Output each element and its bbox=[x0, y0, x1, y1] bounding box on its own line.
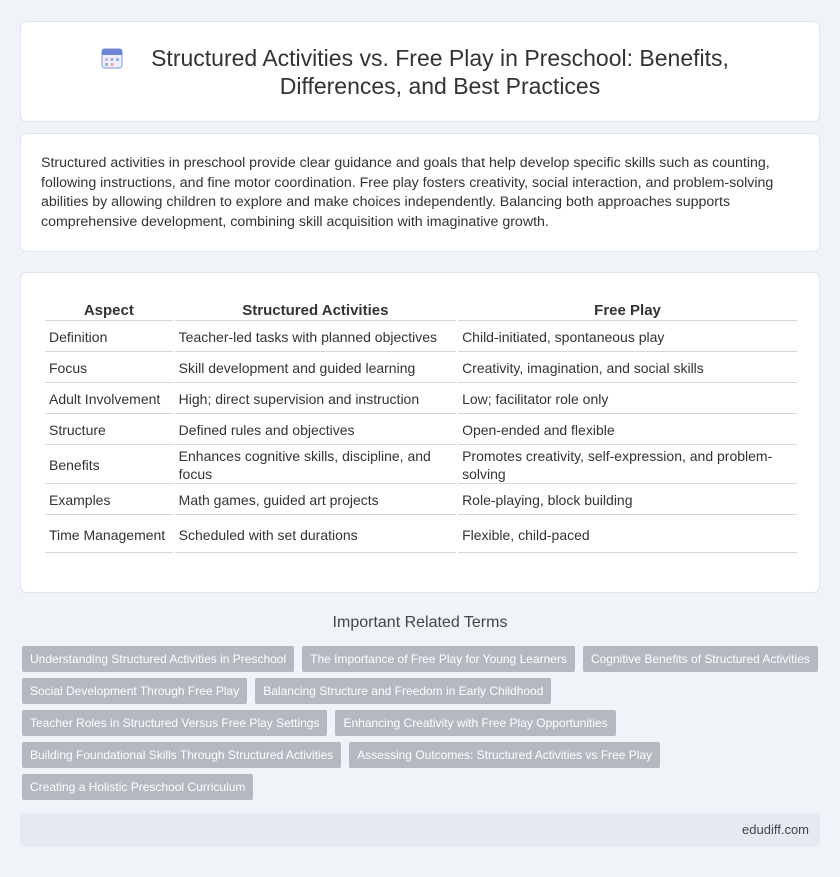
table-cell: Creativity, imagination, and social skills bbox=[458, 354, 797, 383]
table-cell: Math games, guided art projects bbox=[175, 486, 456, 515]
table-cell: Skill development and guided learning bbox=[175, 354, 456, 383]
table-row bbox=[45, 447, 797, 484]
table-cell: Promotes creativity, self-expression, and problem-solving bbox=[458, 447, 797, 484]
table-cell: Definition bbox=[45, 323, 173, 352]
header-free-play: Free Play bbox=[458, 296, 797, 321]
related-term-tag[interactable]: Teacher Roles in Structured Versus Free Play Settings bbox=[22, 710, 327, 736]
intro-paragraph: Structured activities in preschool provide clear guidance and goals that help develop specific skills such as counting, following instructions, and fine motor coordination. Free play fosters creativity, social interaction, and problem-solving abilities by allowing children to explore and make choices independently. Balancing both approaches supports comprehensive development, combining skill acquisition with imaginative growth. bbox=[41, 155, 774, 230]
table-header-row bbox=[45, 296, 797, 321]
table-cell: Benefits bbox=[45, 447, 173, 484]
related-term-tag[interactable]: Enhancing Creativity with Free Play Opportunities bbox=[335, 710, 615, 736]
footer bbox=[20, 813, 820, 847]
table-cell: High; direct supervision and instruction bbox=[175, 385, 456, 414]
related-term-tag[interactable]: Building Foundational Skills Through Structured Activities bbox=[22, 742, 341, 768]
table-cell: Teacher-led tasks with planned objectives bbox=[175, 323, 456, 352]
table-cell: Child-initiated, spontaneous play bbox=[458, 323, 797, 352]
footer-site-link[interactable]: edudiff.com bbox=[742, 822, 809, 837]
table-cell: Defined rules and objectives bbox=[175, 416, 456, 445]
header-structured: Structured Activities bbox=[175, 296, 456, 321]
table-cell: Time Management bbox=[45, 517, 173, 553]
related-term-tag[interactable]: Creating a Holistic Preschool Curriculum bbox=[22, 774, 253, 800]
table-row bbox=[45, 354, 797, 383]
related-term-tag[interactable]: Assessing Outcomes: Structured Activities vs Free Play bbox=[349, 742, 660, 768]
page-title: Structured Activities vs. Free Play in Preschool: Benefits, Differences, and Best Practices bbox=[151, 44, 729, 99]
related-term-tag[interactable]: Understanding Structured Activities in Preschool bbox=[22, 646, 294, 672]
table-cell: Focus bbox=[45, 354, 173, 383]
comparison-table bbox=[43, 294, 799, 555]
table-cell: Role-playing, block building bbox=[458, 486, 797, 515]
table-cell: Enhances cognitive skills, discipline, and focus bbox=[175, 447, 456, 484]
table-row bbox=[45, 385, 797, 414]
related-term-tag[interactable]: Social Development Through Free Play bbox=[22, 678, 247, 704]
table-row bbox=[45, 486, 797, 515]
table-cell: Adult Involvement bbox=[45, 385, 173, 414]
table-row bbox=[45, 517, 797, 553]
header-aspect: Aspect bbox=[45, 296, 173, 321]
table-row bbox=[45, 416, 797, 445]
table-cell: Scheduled with set durations bbox=[175, 517, 456, 553]
intro-card bbox=[20, 133, 820, 252]
table-row bbox=[45, 323, 797, 352]
related-terms-heading: Important Related Terms bbox=[332, 614, 508, 631]
title-card bbox=[20, 21, 820, 122]
table-cell: Examples bbox=[45, 486, 173, 515]
comparison-card bbox=[20, 272, 820, 593]
related-term-tag[interactable]: Cognitive Benefits of Structured Activities bbox=[583, 646, 818, 672]
table-cell: Flexible, child-paced bbox=[458, 517, 797, 553]
related-term-tag[interactable]: The Importance of Free Play for Young Learners bbox=[302, 646, 575, 672]
related-terms-list bbox=[22, 646, 822, 800]
table-cell: Low; facilitator role only bbox=[458, 385, 797, 414]
table-cell: Structure bbox=[45, 416, 173, 445]
related-term-tag[interactable]: Balancing Structure and Freedom in Early Childhood bbox=[255, 678, 551, 704]
table-cell: Open-ended and flexible bbox=[458, 416, 797, 445]
